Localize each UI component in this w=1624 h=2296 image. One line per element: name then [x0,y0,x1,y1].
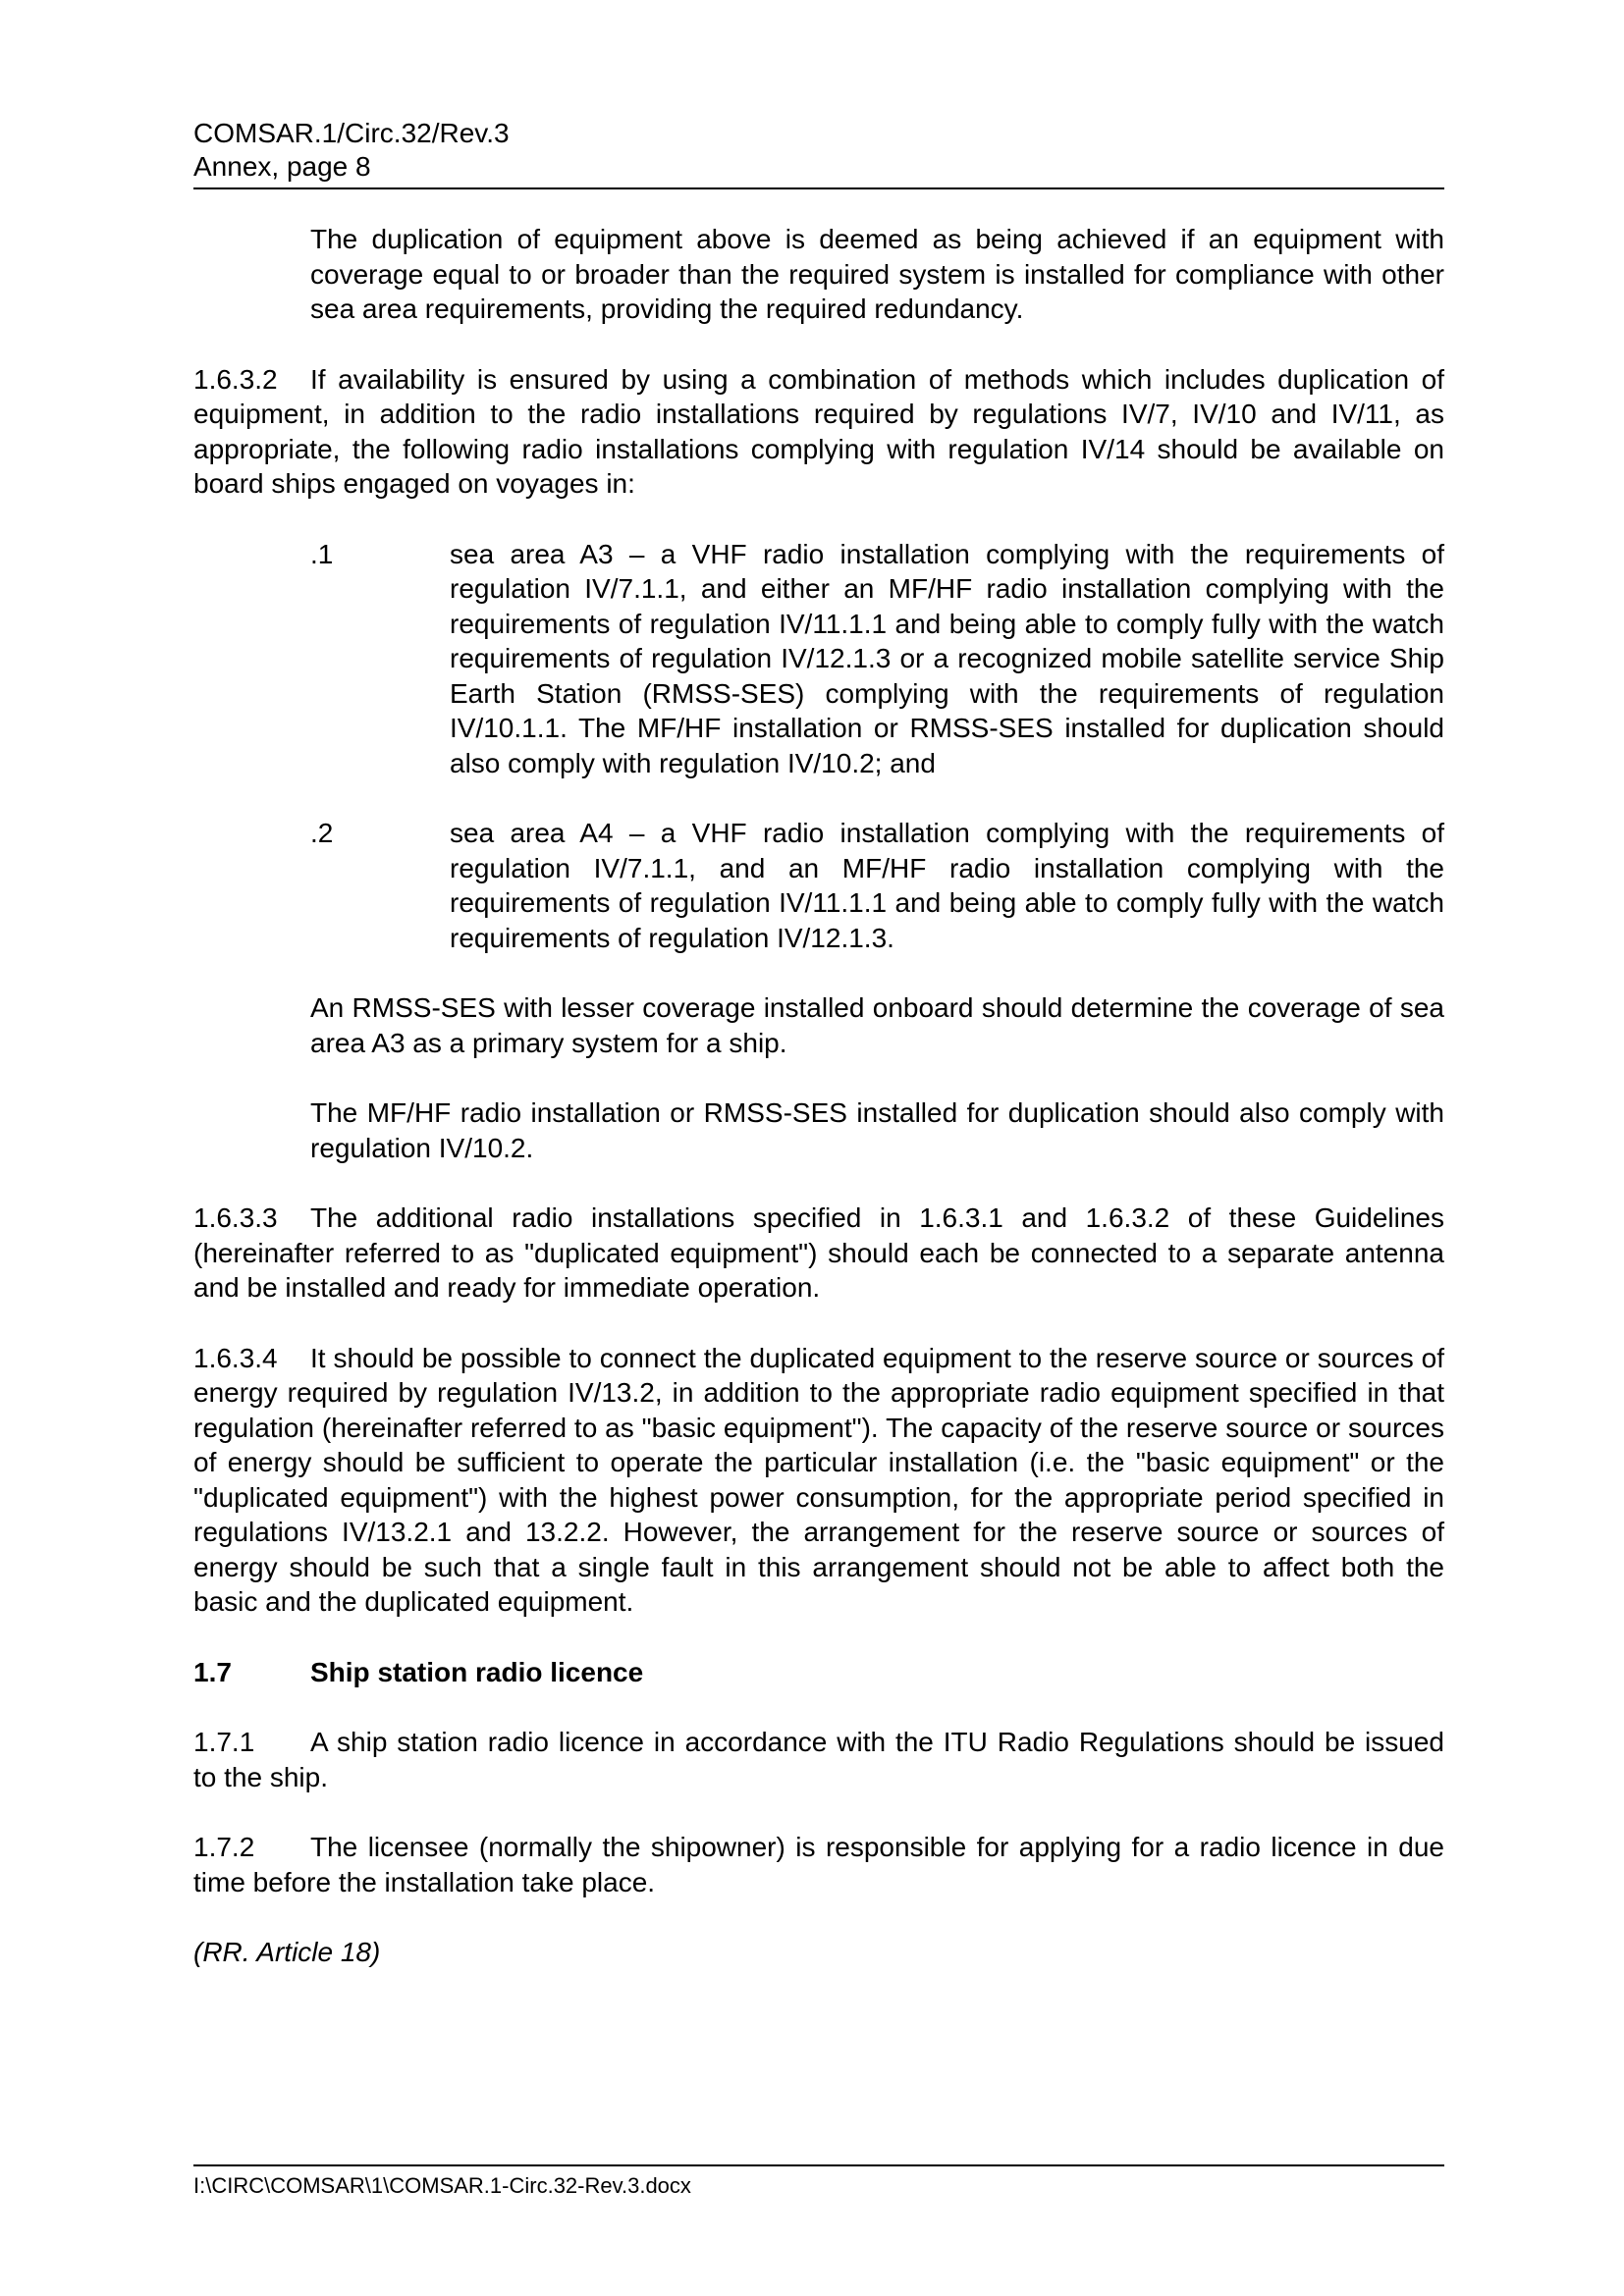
file-path: I:\CIRC\COMSAR\1\COMSAR.1-Circ.32-Rev.3.docx [193,2173,691,2198]
list-text: sea area A3 – a VHF radio installation complying with the requirements of regulation IV/7.1.1, and either an MF/HF radio installation complying with the requirements of regulation IV/11.1.1 and being able to comply fully with the watch requirements of regulation IV/12.1.3 or a recognized mobile satellite service Ship Earth Station (RMSS-SES) complying with the requirements of regulation IV/10.1.1. The MF/HF installation or RMSS-SES installed for duplication should also comply with regulation IV/10.2; and [450,538,1444,778]
page-reference: Annex, page 8 [193,151,371,182]
document-body [193,222,1444,1970]
paragraph-number: 1.6.3.4 [193,1342,278,1373]
section-heading [193,1655,1444,1690]
list-item [193,537,1444,781]
paragraph-text: If availability is ensured by using a combination of methods which includes duplication of equipment, in addition to the radio installations required by regulations IV/7, IV/10 and IV/11, as appropriate, the following radio installations complying with regulation IV/14 should be available on board ships engaged on voyages in: [193,363,1444,499]
paragraph-number: 1.7.2 [193,1832,255,1862]
paragraph-1-6-3-3 [193,1201,1444,1306]
paragraph-1-6-3-4 [193,1341,1444,1620]
section-number: 1.7 [193,1656,232,1687]
paragraph-text: The licensee (normally the shipowner) is responsible for applying for a radio licence in due time before the installation take place. [193,1832,1444,1897]
section-title: Ship station radio licence [310,1656,644,1687]
paragraph-1-7-1 [193,1725,1444,1794]
list-marker: .1 [310,538,334,569]
intro-paragraph: The duplication of equipment above is deemed as being achieved if an equipment with coverage equal to or broader than the required system is installed for compliance with other sea area requirements, providing the required redundancy. [310,224,1444,324]
page-footer [193,2164,1444,2200]
paragraph-text: The additional radio installations specified in 1.6.3.1 and 1.6.3.2 of these Guidelines (hereinafter referred to as "duplicated equipment") should each be connected to a separate antenna and be installed and ready for immediate operation. [193,1202,1444,1303]
page-header [193,117,1444,189]
paragraph-text: A ship station radio licence in accordance with the ITU Radio Regulations should be issued to the ship. [193,1727,1444,1792]
list-text: sea area A4 – a VHF radio installation complying with the requirements of regulation IV/7.1.1, and an MF/HF radio installation complying with the requirements of regulation IV/11.1.1 and being able to comply fully with the watch requirements of regulation IV/12.1.3. [450,818,1444,953]
mf-hf-paragraph: The MF/HF radio installation or RMSS-SES installed for duplication should also comply with regulation IV/10.2. [310,1097,1444,1163]
paragraph-number: 1.7.1 [193,1727,255,1757]
document-symbol: COMSAR.1/Circ.32/Rev.3 [193,118,510,148]
list-marker: .2 [310,818,334,848]
list-item [193,816,1444,955]
paragraph-text: It should be possible to connect the duplicated equipment to the reserve source or sources of energy required by regulation IV/13.2, in addition to the appropriate radio equipment specified in that regulation (hereinafter referred to as "basic equipment"). The capacity of the reserve source or sources of energy should be sufficient to operate the particular installation (i.e. the "basic equipment" or the "duplicated equipment") with the highest power consumption, for the appropriate period specified in regulations IV/13.2.1 and 13.2.2. However, the arrangement for the reserve source or sources of energy should be such that a single fault in this arrangement should not be able to affect both the basic and the duplicated equipment. [193,1342,1444,1617]
paragraph-1-7-2 [193,1830,1444,1899]
document-page [193,117,1444,2005]
rmss-ses-paragraph: An RMSS-SES with lesser coverage installed onboard should determine the coverage of sea area A3 as a primary system for a ship. [310,992,1444,1058]
paragraph-number: 1.6.3.2 [193,363,278,395]
citation: (RR. Article 18) [193,1937,381,1967]
paragraph-number: 1.6.3.3 [193,1202,278,1233]
paragraph-1-6-3-2 [193,362,1444,502]
